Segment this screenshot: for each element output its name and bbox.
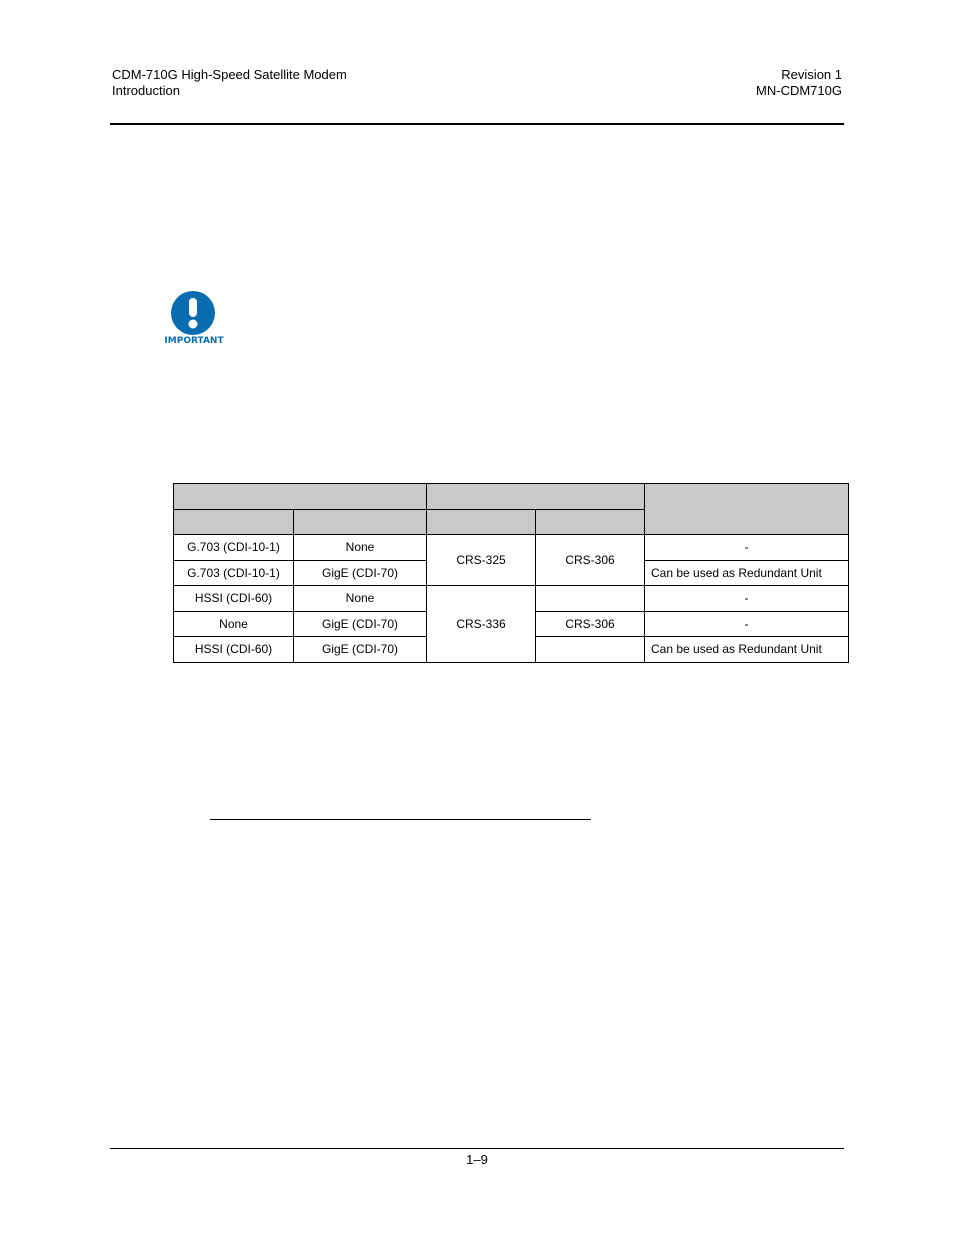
table-cell: [536, 637, 645, 663]
header-cell: [174, 484, 427, 510]
document-title: CDM-710G High-Speed Satellite Modem: [112, 67, 347, 82]
table-header-row: [174, 484, 849, 510]
subheader-cell: [427, 510, 536, 535]
document-number: MN-CDM710G: [756, 83, 842, 98]
header-cell: [645, 484, 849, 535]
table-cell: None: [174, 611, 294, 637]
table-cell: -: [645, 611, 849, 637]
table-cell: GigE (CDI-70): [294, 560, 427, 586]
important-label: IMPORTANT: [164, 336, 224, 346]
subheader-cell: [174, 510, 294, 535]
header-cell: [427, 484, 645, 510]
table-cell: CRS-336: [427, 586, 536, 663]
table-cell: GigE (CDI-70): [294, 637, 427, 663]
chapter-name: Introduction: [112, 83, 180, 98]
table-cell: None: [294, 535, 427, 561]
table-cell: Can be used as Redundant Unit: [645, 560, 849, 586]
underline-rule: [210, 819, 591, 820]
table-cell: G.703 (CDI-10-1): [174, 535, 294, 561]
running-header-left: [112, 67, 347, 99]
important-icon: [163, 291, 225, 347]
table-cell: CRS-306: [536, 611, 645, 637]
table-row: [174, 586, 849, 612]
table-cell: [536, 586, 645, 612]
subheader-cell: [294, 510, 427, 535]
table-cell: -: [645, 586, 849, 612]
footer-divider: [110, 1148, 844, 1149]
table-cell: None: [294, 586, 427, 612]
table-cell: Can be used as Redundant Unit: [645, 637, 849, 663]
table-row: [174, 535, 849, 561]
table-cell: GigE (CDI-70): [294, 611, 427, 637]
table-cell: HSSI (CDI-60): [174, 637, 294, 663]
subheader-cell: [536, 510, 645, 535]
configuration-table: [173, 483, 849, 663]
table-cell: G.703 (CDI-10-1): [174, 560, 294, 586]
table-cell: HSSI (CDI-60): [174, 586, 294, 612]
header-divider: [110, 123, 844, 125]
table-cell: CRS-306: [536, 535, 645, 586]
running-header-right: [756, 67, 842, 99]
table-cell: CRS-325: [427, 535, 536, 586]
revision-label: Revision 1: [781, 67, 842, 82]
page-number: 1–9: [466, 1152, 488, 1167]
table-cell: -: [645, 535, 849, 561]
